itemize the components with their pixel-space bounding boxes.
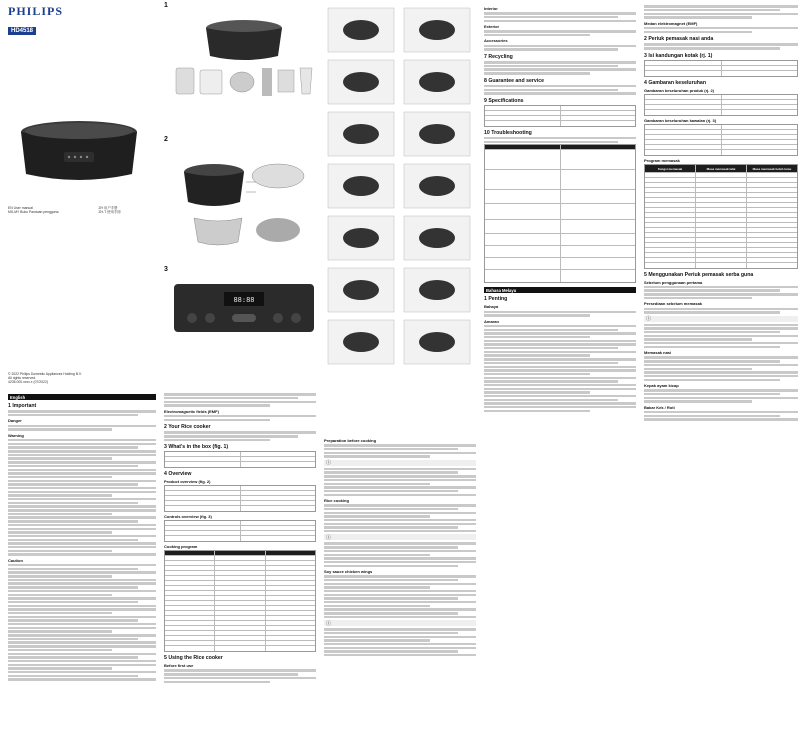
heading-important: 1 Important: [8, 403, 37, 409]
info-icon: ⓘ: [646, 316, 652, 323]
instructions-column-2: Interior Exterior Accessories 7 Recycling 8 Guarantee and service 9 Specifications 10 Troubleshooting Bahasa Melayu 1 Penting Bahaya Amaran: [480, 0, 640, 755]
figure-1-whats-in-box: [170, 8, 318, 104]
cover-column: [0, 0, 160, 755]
box-contents-table: [164, 451, 316, 468]
product-overview-table: [164, 485, 316, 512]
note-box: [324, 460, 476, 466]
note-box: [324, 620, 476, 626]
svg-text:88:88: 88:88: [233, 296, 255, 304]
english-section: English 1 Important Danger Warning Caution: [8, 394, 156, 682]
heading-trouble: 10 Troubleshooting: [484, 129, 532, 136]
kandungan-table: [644, 60, 798, 77]
lang-ms: MS-MY Buku Panduan pengguna: [8, 210, 59, 215]
note-box: [644, 316, 798, 322]
controls-overview-table: [164, 520, 316, 542]
heading-overview: 4 Overview: [164, 471, 192, 478]
gambaran-produk-table: [644, 94, 798, 116]
heading-guarantee: 8 Guarantee and service: [484, 77, 544, 84]
lang-en: EN User manual: [8, 206, 33, 210]
section-bar: English: [8, 394, 156, 400]
heading-recycling: 7 Recycling: [484, 53, 513, 60]
heading-rice-cooker: 2 Your Rice cooker: [164, 424, 211, 431]
column-2-text: Electromagnetic fields (EMF) 2 Your Rice cooker 3 What's in the box (fig. 1) 4 Overview Product overview (fig. 2) Controls overview (fig. 3) Cooking program 5 Using the Rice cooker Before first use: [164, 392, 316, 684]
info-icon: ⓘ: [326, 620, 332, 627]
heading-gambaran: 4 Gambaran keseluruhan: [644, 79, 706, 86]
troubleshooting-table: [484, 144, 636, 283]
figure-3-number: 3: [164, 266, 168, 273]
rice-cooker-photo: [8, 118, 150, 184]
figure-steps-grid: [324, 4, 476, 384]
heading-kandungan: 3 Isi kandungan kotak (rj. 1): [644, 52, 713, 59]
model-number: HD4518: [8, 27, 36, 35]
note-box: [324, 534, 476, 540]
lang-zht: ZH-T 使用手冊: [98, 210, 121, 215]
heading-menggunakan: 5 Menggunakan Periuk pemasak serba guna: [644, 271, 754, 278]
heading-periuk: 2 Periuk pemasak nasi anda: [644, 36, 714, 43]
gambaran-kawalan-table: [644, 124, 798, 156]
figures-column: [160, 0, 320, 755]
philips-logo: PHILIPS: [8, 4, 64, 18]
heading-penting: 1 Penting: [484, 296, 508, 303]
program-memasak-table: Fungsi memasak Masa memasak lalai Masa memasak boleh laras: [644, 164, 798, 269]
heading-box: 3 What's in the box (fig. 1): [164, 444, 229, 451]
figure-2-product-overview: [174, 142, 314, 252]
heading-emf: Electromagnetic fields (EMF): [164, 408, 219, 414]
figure-3-control-panel: [172, 280, 316, 336]
malay-column: Medan elektromagnet (EMF) 2 Periuk pemasak nasi anda 3 Isi kandungan kotak (rj. 1) 4 Gambaran keseluruhan Gambaran keseluruhan produk (rj. 2) Gambaran keseluruhan kawalan (rj. 3) Program memasak Fungsi memasak Masa memasak lalai Masa memasak boleh laras 5 Menggunakan Periuk pemasak serba guna Sebelum penggunaan pertama Persediaan sebelum memasak ⓘ Memasak nasi Kepak ayam kicap Bakar Kek / Roti: [640, 0, 802, 755]
info-icon: ⓘ: [326, 534, 332, 541]
instructions-column-1: [320, 0, 480, 755]
figure-2-number: 2: [164, 136, 168, 143]
copyright: © 2022 Philips Domestic Appliances Holding B.V. All rights reserved. 4235.000.xxxx.x (07/2022): [8, 372, 82, 385]
info-icon: ⓘ: [326, 460, 332, 467]
heading-specs: 9 Specifications: [484, 97, 524, 104]
specs-table: [484, 105, 636, 127]
cooking-program-table: [164, 550, 316, 652]
heading-using: 5 Using the Rice cooker: [164, 655, 223, 662]
cover-header: [0, 0, 160, 37]
section-bar-malay: Bahasa Melayu: [484, 287, 636, 293]
lang-zh: ZH 用户手册: [98, 206, 118, 210]
language-list: [8, 206, 158, 214]
figure-1-number: 1: [164, 2, 168, 9]
column-3-text: Preparation before cooking ⓘ Rice cooking ⓘ Soy sauce chicken wings ⓘ: [324, 436, 476, 658]
